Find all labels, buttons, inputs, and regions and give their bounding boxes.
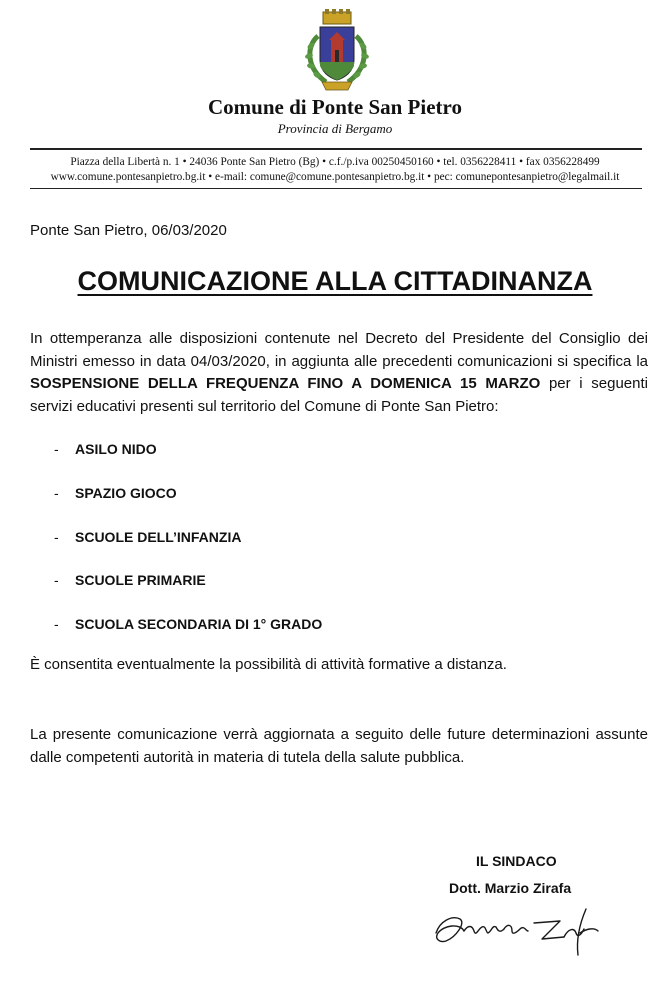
header-divider-bottom: [30, 188, 642, 189]
signer-title: IL SINDACO: [476, 853, 557, 869]
header-divider-top: [30, 148, 642, 150]
service-item-scuola-secondaria: [54, 616, 322, 632]
service-item-scuole-primarie: [54, 572, 206, 588]
service-label: SPAZIO GIOCO: [75, 485, 177, 501]
coat-of-arms-icon: [296, 8, 378, 94]
bullet-dash: -: [54, 485, 59, 501]
suspension-notice: SOSPENSIONE DELLA FREQUENZA FINO A DOMENICA 15 MARZO: [30, 375, 541, 392]
intro-text-before: In ottemperanza alle disposizioni contenute nel Decreto del Presidente del Consiglio dei Ministri emesso in data 04/03/2020, in aggiunta alle precedenti comunicazioni si specifica la: [30, 330, 648, 370]
contact-web-line: www.comune.pontesanpietro.bg.it • e-mail: comune@comune.pontesanpietro.bg.it • pec: comunepontesanpietro@legalmail.it: [50, 171, 620, 183]
service-item-asilo-nido: [54, 441, 157, 457]
service-item-spazio-gioco: [54, 485, 177, 501]
service-label: SCUOLA SECONDARIA DI 1° GRADO: [75, 616, 323, 632]
contact-address-line: Piazza della Libertà n. 1 • 24036 Ponte San Pietro (Bg) • c.f./p.iva 00250450160 • tel. 0356228411 • fax 0356228499: [70, 156, 600, 168]
remote-learning-note: È consentita eventualmente la possibilità di attività formative a distanza.: [30, 656, 507, 673]
bullet-dash: -: [54, 616, 59, 632]
intro-paragraph: [30, 328, 648, 418]
intro-text-after: per i seguenti servizi educativi presenti sul territorio del Comune di Ponte San Pietro:: [30, 375, 648, 415]
signer-name: Dott. Marzio Zirafa: [449, 880, 572, 896]
document-title: COMUNICAZIONE ALLA CITTADINANZA: [77, 266, 593, 296]
province-name: Provincia di Bergamo: [277, 121, 393, 136]
handwritten-signature: [430, 903, 602, 958]
bullet-dash: -: [54, 441, 59, 457]
service-label: SCUOLE PRIMARIE: [75, 572, 206, 588]
municipality-name: Comune di Ponte San Pietro: [208, 95, 462, 119]
document-date: Ponte San Pietro, 06/03/2020: [30, 222, 227, 239]
bullet-dash: -: [54, 529, 59, 545]
service-label: SCUOLE DELL’INFANZIA: [75, 529, 242, 545]
closing-paragraph: La presente comunicazione verrà aggiornata a seguito delle future determinazioni assunte dalle competenti autorità in materia di tutela della salute pubblica.: [30, 726, 648, 766]
bullet-dash: -: [54, 572, 59, 588]
service-label: ASILO NIDO: [75, 441, 157, 457]
service-item-scuole-infanzia: [54, 529, 241, 545]
